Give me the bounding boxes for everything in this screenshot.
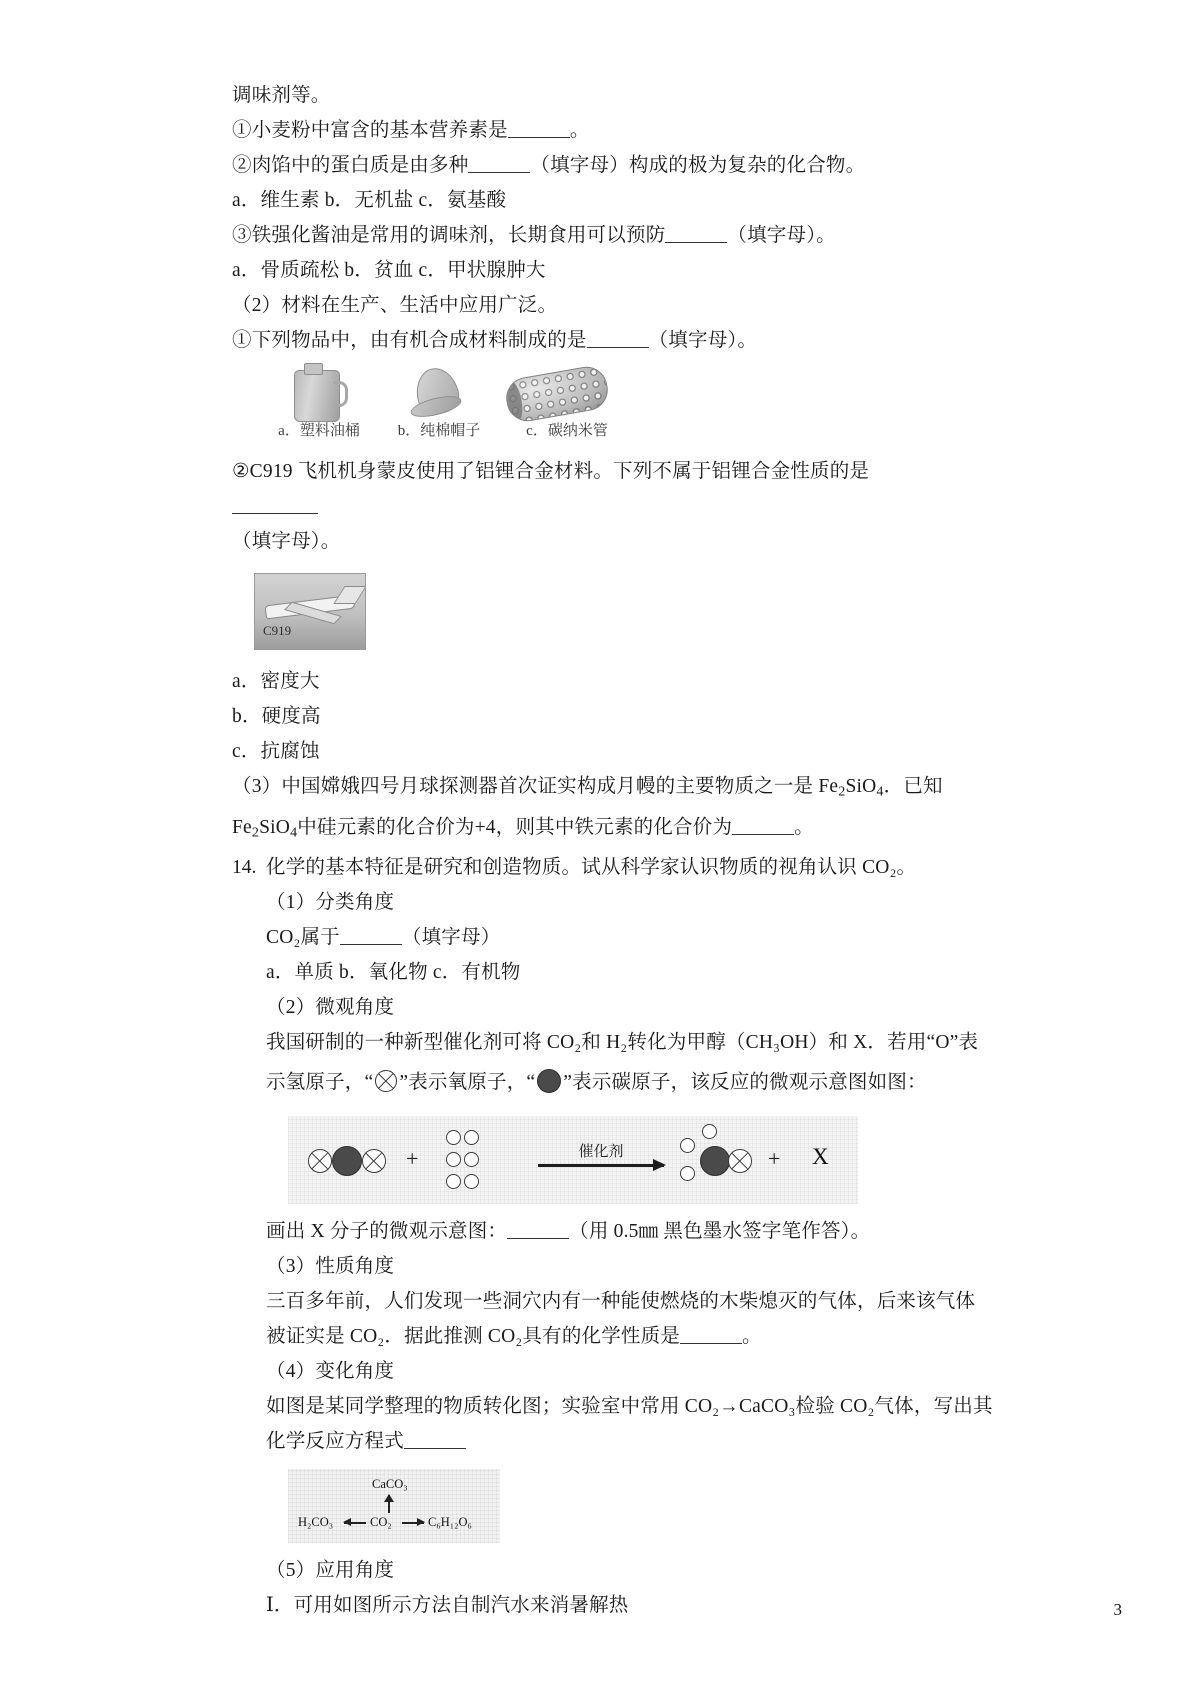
text-line (232, 218, 944, 253)
text-line: 如图是某同学整理的物质转化图；实验室中常用 CO₂→CaCO₃检验 CO₂气体，写出其 (266, 1396, 993, 1417)
text-fragment: CO₂属于 (266, 927, 340, 948)
text-fragment: （填字母） (401, 927, 501, 948)
answer-blank[interactable] (232, 494, 318, 514)
hydrogen-atom-icon (680, 1166, 695, 1181)
text-fragment: ②C919 飞机机身蒙皮使用了铝锂合金材料。下列不属于铝锂合金性质的是 (232, 461, 870, 482)
text-line (232, 113, 944, 148)
text-line: a．单质 b．氧化物 c．有机物 (266, 962, 521, 983)
text-fragment: SiO (845, 776, 877, 797)
c919-plane-figure (254, 573, 366, 650)
text-fragment: ②肉馅中的蛋白质是由多种 (232, 155, 469, 176)
text-line: （5）应用角度 (266, 1560, 395, 1581)
text-line: c．抗腐蚀 (232, 741, 320, 762)
oxygen-atom-icon (362, 1149, 386, 1173)
question-14 (232, 850, 993, 1623)
oxygen-atom-icon (728, 1149, 752, 1173)
text-fragment: 化学反应方程式 (266, 1431, 404, 1452)
text-line: （2）材料在生产、生活中应用广泛。 (232, 295, 558, 316)
text-fragment: 被证实是 CO₂．据此推测 CO₂具有的化学性质是 (266, 1326, 681, 1347)
text-line (232, 323, 944, 358)
text-fragment: （3）中国嫦娥四号月球探测器首次证实构成月幔的主要物质之一是 Fe (232, 776, 839, 797)
plus-symbol: + (406, 1146, 419, 1171)
hydrogen-atom-icon (446, 1130, 461, 1145)
conversion-arrow-right (402, 1522, 424, 1524)
question-number: 14. (232, 857, 257, 878)
answer-blank[interactable] (665, 223, 727, 243)
text-line: （3）性质角度 (266, 1256, 395, 1277)
hydrogen-atom-icon (464, 1174, 479, 1189)
text-line: b．硬度高 (232, 706, 321, 727)
text-fragment: ”表示碳原子，该反应的微观示意图如图： (563, 1072, 927, 1093)
text-line (266, 1424, 944, 1459)
text-fragment: Fe (232, 816, 252, 838)
text-line: 调味剂等。 (232, 85, 331, 106)
text-line (232, 769, 944, 810)
conversion-node-co2: CO₂ (370, 1515, 392, 1529)
text-fragment: （填字母）。 (727, 225, 836, 246)
materials-figure (254, 364, 644, 450)
conversion-node-h2co3: H₂CO₃ (298, 1515, 334, 1529)
text-fragment: ．已知 (883, 776, 943, 797)
plus-symbol: + (768, 1146, 781, 1171)
text-line (266, 920, 944, 955)
plastic-jug-icon (254, 364, 384, 422)
text-line (232, 148, 944, 183)
text-line: （2）微观角度 (266, 997, 395, 1018)
subscript: 4 (290, 824, 298, 840)
hydrogen-atom-icon (464, 1130, 479, 1145)
material-caption: c．碳纳米管 (526, 423, 608, 439)
text-fragment: 中硅元素的化合价为+4，则其中铁元素的化合价为 (297, 816, 733, 838)
text-line: a．密度大 (232, 671, 320, 692)
hydrogen-atom-icon (446, 1174, 461, 1189)
text-fragment: ③铁强化酱油是常用的调味剂，长期食用可以预防 (232, 225, 666, 246)
answer-blank[interactable] (404, 1429, 466, 1449)
catalyst-label: 催化剂 (578, 1144, 624, 1160)
hydrogen-atom-icon (446, 1152, 461, 1167)
text-line: a．维生素 b．无机盐 c．氨基酸 (232, 190, 507, 211)
subscript: 4 (876, 783, 884, 800)
text-fragment: 。 (794, 816, 814, 838)
text-fragment: SiO (259, 816, 291, 838)
material-item (492, 364, 642, 440)
microscopic-reaction-figure (288, 1116, 858, 1204)
conversion-node-glucose: C₆H₁₂O₆ (428, 1515, 472, 1529)
text-fragment: 示氢原子，“ (266, 1072, 374, 1093)
text-line: 三百多年前，人们发现一些洞穴内有一种能使燃烧的木柴熄灭的气体，后来该气体 (266, 1291, 976, 1312)
text-line: 我国研制的一种新型催化剂可将 CO₂和 H₂转化为甲醇（CH₃OH）和 X．若用“O”表 (266, 1032, 979, 1053)
text-fragment: ①小麦粉中富含的基本营养素是 (232, 120, 508, 141)
text-fragment: （填字母）。 (648, 330, 758, 351)
hydrogen-atom-icon (702, 1124, 717, 1139)
question-stem: 化学的基本特征是研究和创造物质。试从科学家认识物质的视角认识 CO₂。 (266, 857, 917, 878)
conversion-node-caco3: CaCO₃ (372, 1477, 408, 1491)
text-fragment: ①下列物品中，由有机合成材料制成的是 (232, 330, 587, 351)
text-line (232, 810, 944, 851)
text-fragment: （填字母）构成的极为复杂的化合物。 (530, 155, 866, 176)
page-number: 3 (1113, 1600, 1122, 1619)
answer-blank[interactable] (468, 153, 530, 173)
page-content (232, 78, 993, 1623)
answer-blank[interactable] (680, 1324, 742, 1344)
conversion-diagram-figure (288, 1469, 500, 1543)
subscript: 2 (838, 783, 846, 800)
oxygen-atom-icon (375, 1070, 397, 1092)
text-fragment: 。 (569, 120, 590, 141)
carbon-atom-icon (537, 1069, 561, 1093)
conversion-arrow-up (388, 1495, 390, 1513)
text-fragment: ”表示氧原子，“ (399, 1072, 536, 1093)
answer-blank[interactable] (732, 815, 794, 835)
hydrogen-atom-icon (680, 1138, 695, 1153)
answer-blank[interactable] (340, 925, 402, 945)
material-item (374, 364, 504, 440)
text-line: Ⅰ．可用如图所示方法自制汽水来消暑解热 (266, 1595, 629, 1616)
answer-blank[interactable] (508, 118, 570, 138)
text-line: （1）分类角度 (266, 892, 395, 913)
material-caption: a．塑料油桶 (278, 423, 360, 439)
text-fragment: 画出 X 分子的微观示意图： (266, 1221, 508, 1242)
reaction-arrow (538, 1144, 664, 1167)
text-line (266, 1319, 944, 1354)
text-line: （4）变化角度 (266, 1361, 395, 1382)
carbon-nanotube-icon (492, 364, 642, 422)
plane-label: C919 (263, 623, 292, 638)
material-caption: b．纯棉帽子 (397, 423, 481, 439)
answer-blank[interactable] (507, 1219, 569, 1239)
carbon-atom-icon (332, 1146, 362, 1176)
carbon-atom-icon (700, 1146, 730, 1176)
text-fragment: 。 (742, 1326, 762, 1347)
text-line: a．骨质疏松 b．贫血 c．甲状腺肿大 (232, 260, 546, 281)
text-fragment: （用 0.5㎜ 黑色墨水签字笔作答）。 (569, 1221, 871, 1242)
text-line (266, 1214, 944, 1249)
conversion-arrow-left (344, 1522, 366, 1524)
product-x-label: X (812, 1144, 829, 1169)
cotton-hat-icon (374, 364, 504, 422)
text-line (266, 1060, 944, 1106)
oxygen-atom-icon (308, 1149, 332, 1173)
text-line (232, 454, 944, 524)
subscript: 2 (251, 824, 260, 840)
text-line: （填字母）。 (232, 531, 341, 552)
hydrogen-atom-icon (464, 1152, 479, 1167)
airplane-tail (333, 586, 366, 604)
material-item (254, 364, 384, 440)
answer-blank[interactable] (587, 328, 649, 348)
